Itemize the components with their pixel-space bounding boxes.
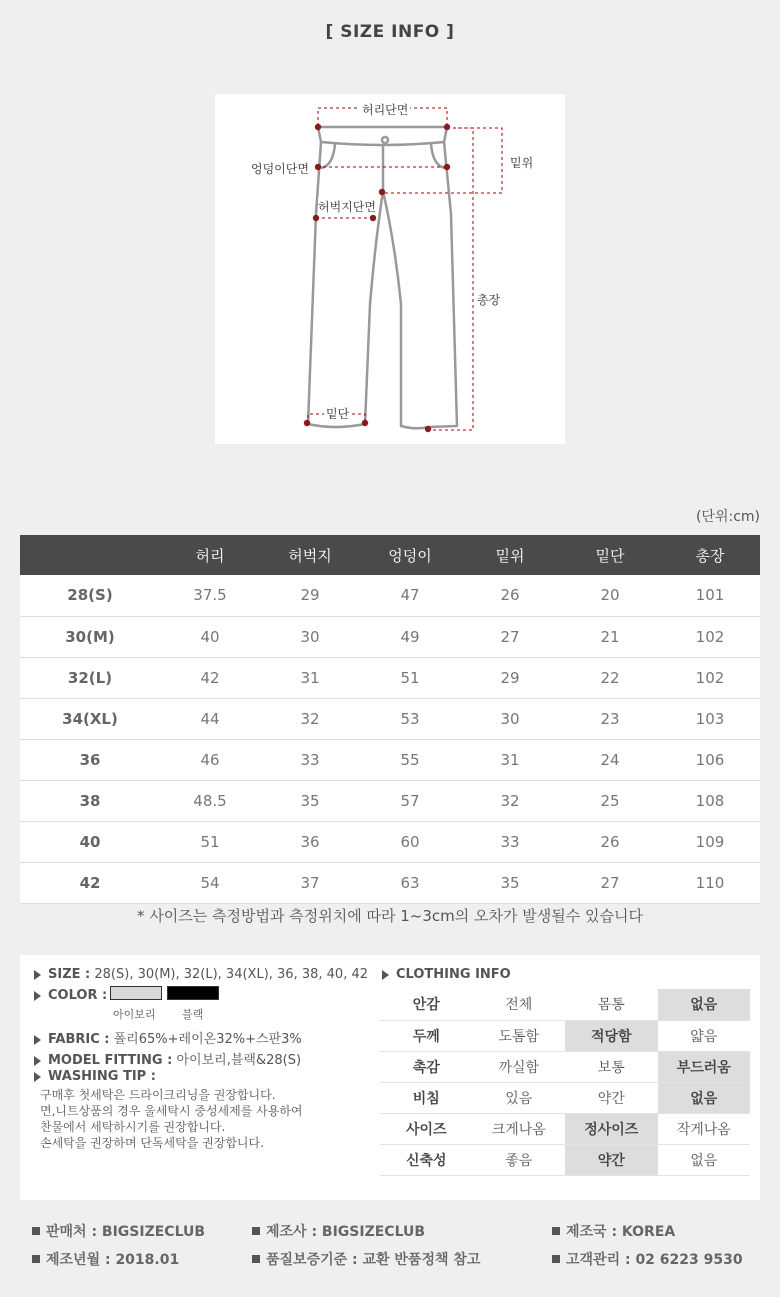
square-bullet-icon — [252, 1255, 260, 1263]
header-cell: 총장 — [660, 535, 760, 575]
square-bullet-icon — [32, 1255, 40, 1263]
total-length-label: 총장 — [477, 293, 501, 307]
clothing-info-option-selected: 적당함 — [565, 1020, 658, 1051]
triangle-bullet-icon — [34, 1056, 41, 1066]
measure-cell: 103 — [660, 698, 760, 739]
table-row — [20, 780, 760, 821]
footer-service: 고객관리 : 02 6223 9530 — [552, 1249, 743, 1269]
unit-label: (단위:cm) — [695, 509, 760, 525]
triangle-bullet-icon — [34, 970, 41, 980]
rise-label: 밑위 — [510, 156, 534, 170]
clothing-info-label: 안감 — [380, 989, 473, 1020]
measure-cell: 53 — [360, 698, 460, 739]
color-name-black: 블랙 — [182, 1008, 204, 1021]
measure-cell: 110 — [660, 862, 760, 903]
clothing-info-option: 약간 — [565, 1082, 658, 1113]
thigh-label: 허벅지단면 — [318, 200, 376, 214]
hip-label: 엉덩이단면 — [251, 162, 309, 176]
measure-cell: 29 — [260, 575, 360, 616]
square-bullet-icon — [552, 1255, 560, 1263]
washing-tip-text: 구매후 첫세탁은 드라이크리닝을 권장합니다. — [40, 1088, 276, 1102]
size-cell: 38 — [20, 780, 160, 821]
header-cell: 엉덩이 — [360, 535, 460, 575]
fabric-value: 폴리65%+레이온32%+스판3% — [113, 1032, 302, 1047]
measurement-note: * 사이즈는 측정방법과 측정위치에 따라 1~3cm의 오차가 발생될수 있습니다 — [137, 907, 643, 925]
measure-cell: 30 — [260, 616, 360, 657]
measure-cell: 22 — [560, 657, 660, 698]
measure-cell: 57 — [360, 780, 460, 821]
washing-tip-text: 찬물에서 세탁하시기를 권장합니다. — [40, 1120, 226, 1134]
model-fitting-line: MODEL FITTING : 아이보리,블랙&28(S) — [34, 1049, 301, 1068]
pants-diagram — [215, 94, 565, 444]
clothing-info-option: 있음 — [473, 1082, 566, 1113]
table-row — [20, 862, 760, 903]
triangle-bullet-icon — [34, 1035, 41, 1045]
footer-maker: 제조사 : BIGSIZECLUB — [252, 1221, 425, 1241]
page-title: [ SIZE INFO ] — [325, 22, 455, 42]
clothing-info-option: 전체 — [473, 989, 566, 1020]
measure-cell: 54 — [160, 862, 260, 903]
measure-cell: 42 — [160, 657, 260, 698]
clothing-info-label: 비침 — [380, 1082, 473, 1113]
measure-cell: 40 — [160, 616, 260, 657]
measure-cell: 51 — [360, 657, 460, 698]
waist-label: 허리단면 — [362, 103, 409, 117]
clothing-info-label: 촉감 — [380, 1051, 473, 1082]
header-cell — [20, 535, 160, 575]
clothing-info-option: 몸통 — [565, 989, 658, 1020]
fabric-line: FABRIC : 폴리65%+레이온32%+스판3% — [34, 1028, 302, 1047]
header-cell: 허리 — [160, 535, 260, 575]
measure-cell: 30 — [460, 698, 560, 739]
clothing-info-option-selected: 부드러움 — [658, 1051, 751, 1082]
clothing-info-row — [380, 1144, 750, 1175]
size-cell: 28(S) — [20, 575, 160, 616]
table-row — [20, 698, 760, 739]
measure-cell: 106 — [660, 739, 760, 780]
footer-date: 제조년월 : 2018.01 — [32, 1249, 179, 1269]
washing-tip-text: 손세탁을 권장하며 단독세탁을 권장합니다. — [40, 1136, 264, 1150]
square-bullet-icon — [32, 1227, 40, 1235]
clothing-info-option: 보통 — [565, 1051, 658, 1082]
size-table-header — [20, 535, 760, 575]
measure-cell: 33 — [460, 821, 560, 862]
measure-cell: 32 — [260, 698, 360, 739]
color-swatch-ivory — [110, 986, 162, 1000]
table-row — [20, 657, 760, 698]
clothing-info-option-selected: 약간 — [565, 1144, 658, 1175]
clothing-info-title: CLOTHING INFO — [382, 967, 511, 982]
measure-cell: 48.5 — [160, 780, 260, 821]
color-line: COLOR : — [34, 988, 107, 1003]
size-cell: 42 — [20, 862, 160, 903]
measure-cell: 44 — [160, 698, 260, 739]
size-cell: 40 — [20, 821, 160, 862]
measure-cell: 26 — [460, 575, 560, 616]
footer-country: 제조국 : KOREA — [552, 1221, 675, 1241]
header-cell: 허벅지 — [260, 535, 360, 575]
measure-cell: 31 — [260, 657, 360, 698]
measure-cell: 31 — [460, 739, 560, 780]
measure-cell: 35 — [260, 780, 360, 821]
clothing-info-option-selected: 없음 — [658, 1082, 751, 1113]
size-table — [20, 535, 760, 904]
measure-cell: 33 — [260, 739, 360, 780]
clothing-info-option: 얇음 — [658, 1020, 751, 1051]
header-cell: 밑단 — [560, 535, 660, 575]
table-row — [20, 739, 760, 780]
measure-cell: 24 — [560, 739, 660, 780]
clothing-info-row — [380, 1082, 750, 1113]
size-value: 28(S), 30(M), 32(L), 34(XL), 36, 38, 40, 42 — [94, 967, 368, 982]
measure-cell: 46 — [160, 739, 260, 780]
measure-cell: 26 — [560, 821, 660, 862]
measure-cell: 36 — [260, 821, 360, 862]
measure-cell: 63 — [360, 862, 460, 903]
table-row — [20, 616, 760, 657]
clothing-info-row — [380, 989, 750, 1020]
washing-tip-text: 면,니트상품의 경우 울세탁시 중성세제를 사용하여 — [40, 1104, 303, 1118]
size-cell: 36 — [20, 739, 160, 780]
measure-cell: 102 — [660, 616, 760, 657]
size-cell: 32(L) — [20, 657, 160, 698]
table-row — [20, 575, 760, 616]
size-cell: 30(M) — [20, 616, 160, 657]
pants-drawing — [215, 94, 565, 444]
measure-cell: 55 — [360, 739, 460, 780]
measure-cell: 102 — [660, 657, 760, 698]
clothing-info-table — [380, 989, 750, 1176]
triangle-bullet-icon — [34, 1072, 41, 1082]
clothing-info-option: 크게나옴 — [473, 1113, 566, 1144]
clothing-info-label: 사이즈 — [380, 1113, 473, 1144]
triangle-bullet-icon — [382, 970, 389, 980]
measure-cell: 35 — [460, 862, 560, 903]
measure-cell: 37 — [260, 862, 360, 903]
table-row — [20, 821, 760, 862]
clothing-info-option: 도톰함 — [473, 1020, 566, 1051]
measure-cell: 109 — [660, 821, 760, 862]
size-cell: 34(XL) — [20, 698, 160, 739]
clothing-info-option: 작게나옴 — [658, 1113, 751, 1144]
footer-quality: 품질보증기준 : 교환 반품정책 참고 — [252, 1249, 480, 1269]
clothing-info-label: 두께 — [380, 1020, 473, 1051]
clothing-info-row — [380, 1113, 750, 1144]
measure-cell: 60 — [360, 821, 460, 862]
clothing-info-row — [380, 1051, 750, 1082]
measure-cell: 29 — [460, 657, 560, 698]
measure-cell: 20 — [560, 575, 660, 616]
measure-cell: 37.5 — [160, 575, 260, 616]
header-cell: 밑위 — [460, 535, 560, 575]
measure-cell: 108 — [660, 780, 760, 821]
clothing-info-option-selected: 없음 — [658, 989, 751, 1020]
footer-seller: 판매처 : BIGSIZECLUB — [32, 1221, 205, 1241]
clothing-info-option: 없음 — [658, 1144, 751, 1175]
measure-cell: 25 — [560, 780, 660, 821]
hem-label: 밑단 — [326, 407, 350, 421]
color-name-ivory: 아이보리 — [113, 1008, 156, 1021]
measure-cell: 27 — [560, 862, 660, 903]
square-bullet-icon — [252, 1227, 260, 1235]
clothing-info-label: 신축성 — [380, 1144, 473, 1175]
measure-cell: 32 — [460, 780, 560, 821]
triangle-bullet-icon — [34, 991, 41, 1001]
model-value: 아이보리,블랙&28(S) — [176, 1053, 302, 1068]
measure-cell: 49 — [360, 616, 460, 657]
color-swatch-black — [167, 986, 219, 1000]
clothing-info-option: 까실함 — [473, 1051, 566, 1082]
measure-cell: 51 — [160, 821, 260, 862]
measure-cell: 27 — [460, 616, 560, 657]
clothing-info-option: 좋음 — [473, 1144, 566, 1175]
measure-cell: 47 — [360, 575, 460, 616]
square-bullet-icon — [552, 1227, 560, 1235]
clothing-info-row — [380, 1020, 750, 1051]
measure-cell: 23 — [560, 698, 660, 739]
measure-cell: 21 — [560, 616, 660, 657]
clothing-info-option-selected: 정사이즈 — [565, 1113, 658, 1144]
washing-tip-line: WASHING TIP : — [34, 1069, 156, 1084]
measure-cell: 101 — [660, 575, 760, 616]
product-info-box — [20, 955, 760, 1200]
size-line: SIZE : 28(S), 30(M), 32(L), 34(XL), 36, 38, 40, 42 — [34, 967, 368, 982]
